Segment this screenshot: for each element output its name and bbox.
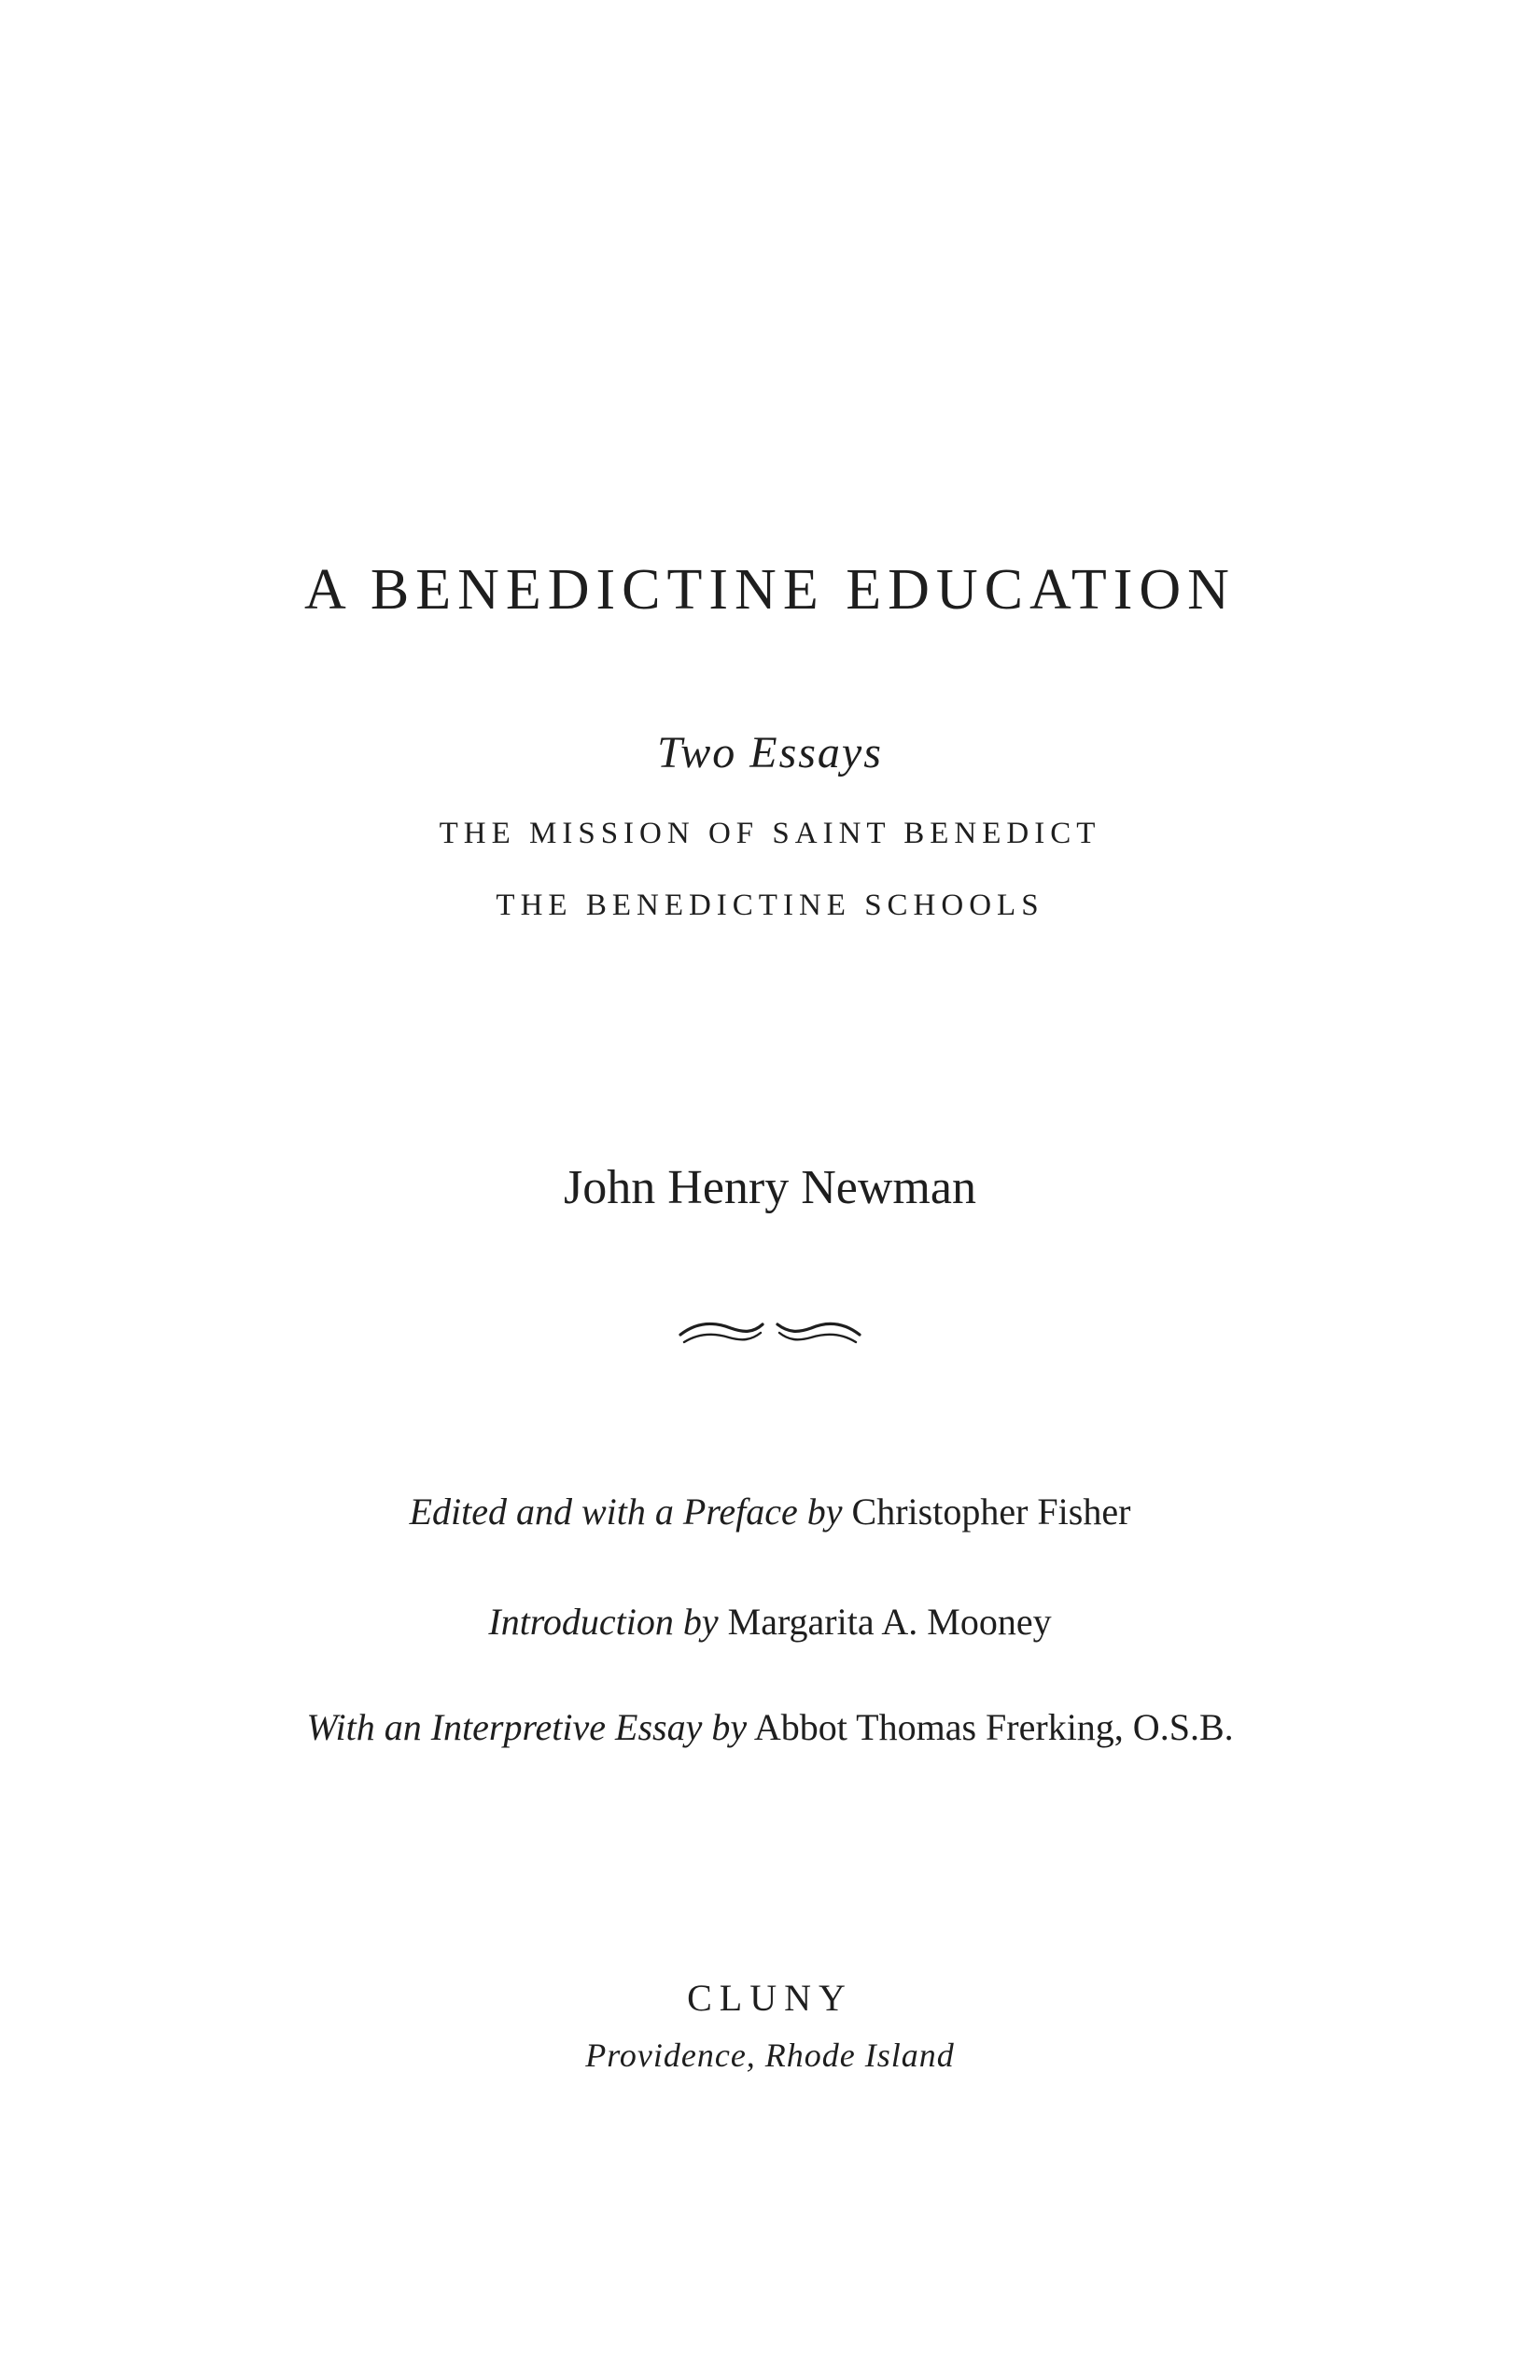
publisher-place: Providence, Rhode Island xyxy=(585,2037,955,2074)
book-title: A BENEDICTINE EDUCATION xyxy=(304,558,1236,622)
credit-editor xyxy=(0,1489,1540,1535)
essay-title-2: THE BENEDICTINE SCHOOLS xyxy=(496,889,1044,922)
book-subtitle: Two Essays xyxy=(657,728,883,777)
credit-interpretive-essay xyxy=(0,1704,1540,1751)
credit-role: Edited and with a Preface by xyxy=(409,1491,843,1533)
credit-name: Abbot Thomas Frerking, O.S.B. xyxy=(753,1706,1234,1748)
publisher-name: CLUNY xyxy=(687,1977,853,2019)
credit-name: Margarita A. Mooney xyxy=(727,1601,1052,1643)
double-swash-ornament-icon xyxy=(677,1314,863,1348)
credit-role: With an Interpretive Essay by xyxy=(306,1706,748,1748)
credit-introduction xyxy=(0,1599,1540,1645)
credit-name: Christopher Fisher xyxy=(851,1491,1131,1533)
credit-role: Introduction by xyxy=(488,1601,719,1643)
essay-title-1: THE MISSION OF SAINT BENEDICT xyxy=(439,817,1101,850)
author-name: John Henry Newman xyxy=(564,1161,976,1214)
